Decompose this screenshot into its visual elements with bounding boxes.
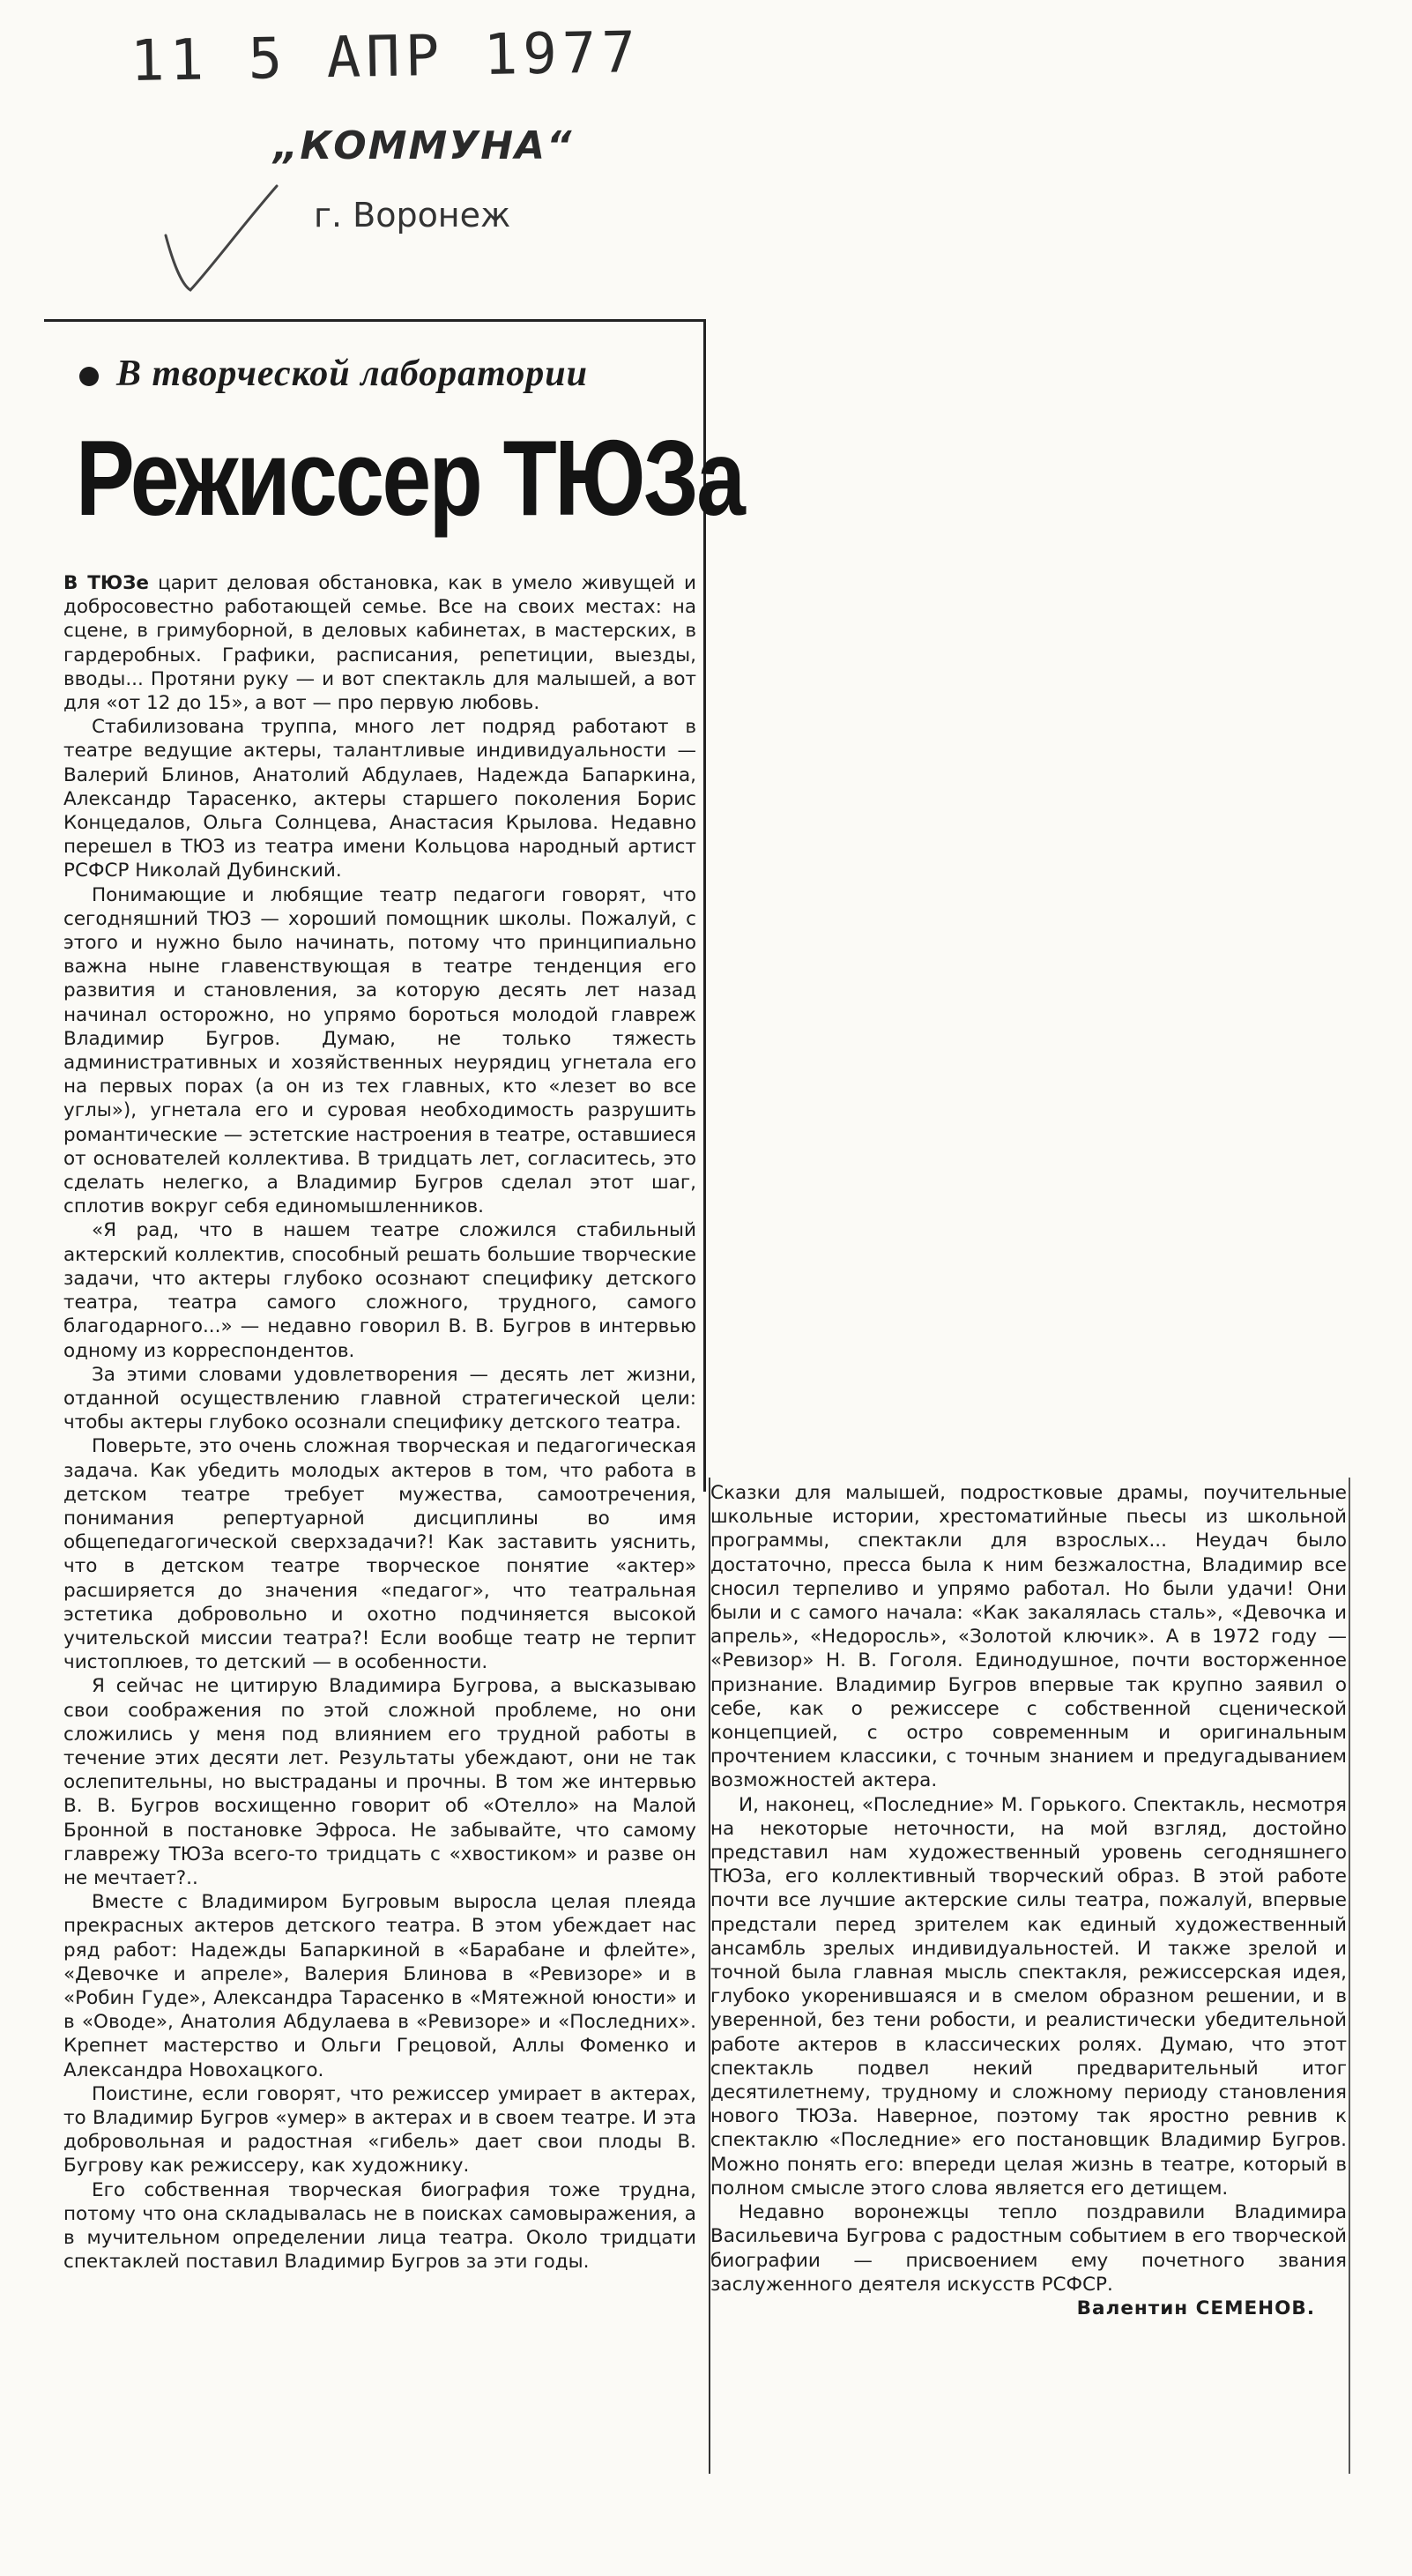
article-paragraph: Его собственная творческая биография тоже трудна, потому что она складывалась не в поисках самовыражения, а в мучительном определении лица театра. Около тридцати спектаклей поставил Владимир Бугров за эти годы.: [63, 2178, 696, 2274]
article-paragraph: Вместе с Владимиром Бугровым выросла целая плеяда прекрасных актеров детского театра. В этом убеждает нас ряд работ: Надежды Бапаркиной в «Барабане и флейте», «Девочке и апреле», Валерия Блинова в «Ревизоре» и в «Робин Гуде», Александра Тарасенко в «Мятежной юности» и в «Оводе», Анатолия Абдулаева в «Ревизоре» и «Последних». Крепнет мастерство и Ольги Грецовой, Аллы Фоменко и Александра Новохацкого.: [63, 1891, 696, 2081]
newspaper-name-stamp: „КОММУНА“: [273, 123, 574, 168]
newspaper-city-stamp: г. Воронеж: [314, 196, 511, 235]
article-paragraph: За этими словами удовлетворения — десять лет жизни, отданной осуществлению главной стратегической цели: чтобы актеры глубоко осознали специфику детского театра.: [63, 1363, 696, 1434]
pen-checkmark-icon: [150, 181, 291, 304]
article-paragraph: И, наконец, «Последние» М. Горького. Спектакль, несмотря на некоторые неточности, на мой взгляд, достойно представил нам художественный уровень сегодняшнего ТЮЗа, его коллективный творческий образ. В этой работе почти все лучшие актерские силы театра, пожалуй, впервые предстали перед зрителем как единый художественный ансамбль зрелых индивидуальностей. И также зрелой и точной была главная мысль спектакля, режиссерская идея, глубоко укоренившаяся и в смелом образном решении, и в уверенной, без тени робости, и реалистически убедительной работе актеров в классических ролях. Думаю, что этот спектакль подвел некий предварительный итог десятилетнему, трудному и сложному периоду становления нового ТЮЗа. Наверное, поэтому так яростно ревнив к спектаклю «Последние» его постановщик Владимир Бугров. Можно понять его: впереди целая жизнь в театре, который в полном смысле этого слова является его детищем.: [710, 1793, 1347, 2200]
article-paragraph: Стабилизована труппа, много лет подряд работают в театре ведущие актеры, талантливые индивидуальности — Валерий Блинов, Анатолий Абдулаев, Надежда Бапаркина, Александр Тарасенко, актеры старшего поколения Борис Концедалов, Ольга Солнцева, Анастасия Крылова. Недавно перешел в ТЮЗ из театра имени Кольцова народный артист РСФСР Николай Дубинский.: [63, 716, 696, 882]
article-paragraph: «Я рад, что в нашем театре сложился стабильный актерский коллектив, способный решать большие творческие задачи, что актеры глубоко осознают специфику детского театра, театра самого сложного, трудного, самого благодарного...» — недавно говорил В. В. Бугров в интервью одному из корреспондентов.: [63, 1219, 696, 1362]
lead-words: В ТЮЗе: [63, 572, 149, 594]
article-column-right: [710, 1481, 1347, 2433]
article-paragraph: Понимающие и любящие театр педагоги говорят, что сегодняшний ТЮЗ — хороший помощник школы. Пожалуй, с этого и нужно было начинать, потому что принципиально важна ныне главенствующая в театре тенденция его развития и становления, за которую десять лет назад начинал осторожно, но упрямо бороться молодой главреж Владимир Бугров. Думаю, не только тяжесть административных и хозяйственных неурядиц угнетала его на первых порах (а он из тех главных, кто «лезет во все углы»), угнетала его и суровая необходимость разрушить романтические — эстетские настроения в театре, оставшиеся от основателей коллектива. В тридцать лет, согласитесь, это сделать нелегко, а Владимир Бугров сделал этот шаг, сплотив вокруг себя единомышленников.: [63, 883, 696, 1218]
archive-date-stamp: 11 5 АПР 1977: [130, 19, 642, 95]
article-title: Режиссер ТЮЗа: [76, 418, 744, 538]
article-paragraph: Я сейчас не цитирую Владимира Бугрова, а высказываю свои соображения по этой сложной проблеме, но они сложились у меня под влиянием его трудной работы в течение этих десяти лет. Результаты убеждают, они не так ослепительны, но выстраданы и прочны. В том же интервью В. В. Бугров восхищенно говорит об «Отелло» на Малой Бронной в постановке Эфроса. Не забывайте, что самому главрежу ТЮЗа всего-то тридцать с «хвостиком» и разве он не мечтает?..: [63, 1675, 696, 1889]
article-paragraph: Поверьте, это очень сложная творческая и педагогическая задача. Как убедить молодых актеров в том, что работа в детском театре требует мужества, самоотречения, понимания репертуарной дисциплины во имя общепедагогической сверхзадачи?! Как заставить уяснить, что в детском театре творческое понятие «актер» расширяется до значения «педагог», что театральная эстетика добровольно и охотно подчиняется высокой учительской миссии театра?! Если вообще театр не терпит чистоплюев, то детский — в особенности.: [63, 1435, 696, 1674]
paragraph-text: царит деловая обстановка, как в умело живущей и добросовестно работающей семье. Все на своих местах: на сцене, в гримуборной, в деловых кабинетах, в мастерских, в гардеробных. Графики, расписания, репетиции, выезды, вводы... Протяни руку — и вот спектакль для малышей, а вот для «от 12 до 15», а вот — про первую любовь.: [63, 572, 696, 715]
clipping-top-rule: [44, 319, 703, 322]
article-paragraph: Поистине, если говорят, что режиссер умирает в актерах, то Владимир Бугров «умер» в актерах и в своем театре. И эта добровольная и радостная «гибель» дает свои плоды В. Бугрову как режиссеру, как художнику.: [63, 2082, 696, 2178]
bullet-icon: [79, 367, 99, 386]
author-signature: Валентин СЕМЕНОВ.: [1076, 2297, 1315, 2319]
column-divider-right: [1349, 1478, 1350, 2474]
article-paragraph: Сказки для малышей, подростковые драмы, поучительные школьные истории, хрестоматийные пьесы из школьной программы, спектакли для взрослых... Неудач было достаточно, пресса была к ним безжалостна, Владимир все сносил терпеливо и упрямо работал. Но были удачи! Они были и с самого начала: «Как закалялась сталь», «Девочка и апрель», «Недоросль», «Золотой ключик». А в 1972 году — «Ревизор» Н. В. Гоголя. Единодушное, почти восторженное признание. Владимир Бугров впервые так крупно заявил о себе, как о режиссере с собственной сценической концепцией, с остро современным и оригинальным прочтением классики, с точным знанием и предугадыванием возможностей актера.: [710, 1482, 1347, 1792]
rubric-text: В творческой лаборатории: [116, 354, 588, 394]
article-column-left: [63, 571, 696, 2430]
article-paragraph: Недавно воронежцы тепло поздравили Владимира Васильевича Бугрова с радостным событием в его творческой биографии — присвоением ему почетного звания заслуженного деятеля искусств РСФСР.: [710, 2201, 1347, 2296]
rubric-heading: [79, 353, 588, 395]
article-paragraph: [63, 571, 696, 715]
